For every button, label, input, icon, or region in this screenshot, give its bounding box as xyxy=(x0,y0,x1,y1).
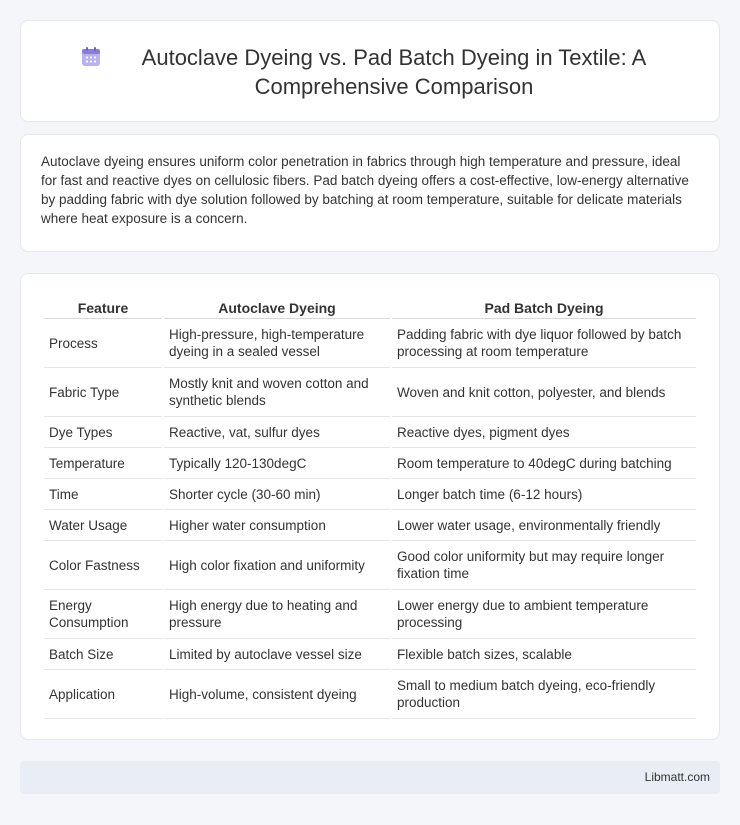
table-row xyxy=(44,590,696,639)
comparison-card xyxy=(20,273,720,740)
table-row xyxy=(44,417,696,448)
table-cell: Application xyxy=(44,670,162,719)
table-cell: Limited by autoclave vessel size xyxy=(164,639,390,670)
table-cell: Batch Size xyxy=(44,639,162,670)
table-cell: High color fixation and uniformity xyxy=(164,541,390,590)
table-cell: Small to medium batch dyeing, eco-friendly production xyxy=(392,670,696,719)
table-cell: Flexible batch sizes, scalable xyxy=(392,639,696,670)
table-row xyxy=(44,368,696,417)
intro-text: Autoclave dyeing ensures uniform color penetration in fabrics through high temperature and pressure, ideal for fast and reactive dyes on cellulosic fibers. Pad batch dyeing offers a cost-effective, low-energy alternative by padding fabric with dye solution followed by batching at room temperature, suitable for delicate materials where heat exposure is a concern. xyxy=(41,154,689,226)
table-cell: Good color uniformity but may require longer fixation time xyxy=(392,541,696,590)
table-row xyxy=(44,639,696,670)
title-card xyxy=(20,20,720,122)
table-cell: Temperature xyxy=(44,448,162,479)
table-cell: Room temperature to 40degC during batching xyxy=(392,448,696,479)
column-header: Feature xyxy=(44,298,162,319)
intro-card xyxy=(20,134,720,252)
table-cell: High energy due to heating and pressure xyxy=(164,590,390,639)
table-row xyxy=(44,670,696,719)
table-cell: Dye Types xyxy=(44,417,162,448)
table-row xyxy=(44,448,696,479)
table-cell: Typically 120-130degC xyxy=(164,448,390,479)
table-cell: Lower water usage, environmentally friendly xyxy=(392,510,696,541)
table-cell: Time xyxy=(44,479,162,510)
table-row xyxy=(44,541,696,590)
table-cell: Fabric Type xyxy=(44,368,162,417)
table-header-row xyxy=(44,298,696,319)
table-cell: Reactive, vat, sulfur dyes xyxy=(164,417,390,448)
table-cell: Energy Consumption xyxy=(44,590,162,639)
table-cell: Process xyxy=(44,319,162,368)
column-header: Pad Batch Dyeing xyxy=(392,298,696,319)
table-cell: Water Usage xyxy=(44,510,162,541)
table-cell: Woven and knit cotton, polyester, and blends xyxy=(392,368,696,417)
comparison-table xyxy=(42,298,698,719)
table-cell: Color Fastness xyxy=(44,541,162,590)
column-header: Autoclave Dyeing xyxy=(164,298,390,319)
table-row xyxy=(44,479,696,510)
table-cell: Reactive dyes, pigment dyes xyxy=(392,417,696,448)
footer xyxy=(20,761,720,794)
footer-brand-link[interactable]: Libmatt.com xyxy=(644,770,710,784)
table-cell: Shorter cycle (30-60 min) xyxy=(164,479,390,510)
table-cell: Lower energy due to ambient temperature processing xyxy=(392,590,696,639)
table-cell: High-pressure, high-temperature dyeing in a sealed vessel xyxy=(164,319,390,368)
table-cell: Padding fabric with dye liquor followed by batch processing at room temperature xyxy=(392,319,696,368)
table-cell: Higher water consumption xyxy=(164,510,390,541)
page-title: Autoclave Dyeing vs. Pad Batch Dyeing in Textile: A Comprehensive Comparison xyxy=(141,45,647,99)
table-cell: High-volume, consistent dyeing xyxy=(164,670,390,719)
table-row xyxy=(44,510,696,541)
table-cell: Mostly knit and woven cotton and synthetic blends xyxy=(164,368,390,417)
table-row xyxy=(44,319,696,368)
table-cell: Longer batch time (6-12 hours) xyxy=(392,479,696,510)
